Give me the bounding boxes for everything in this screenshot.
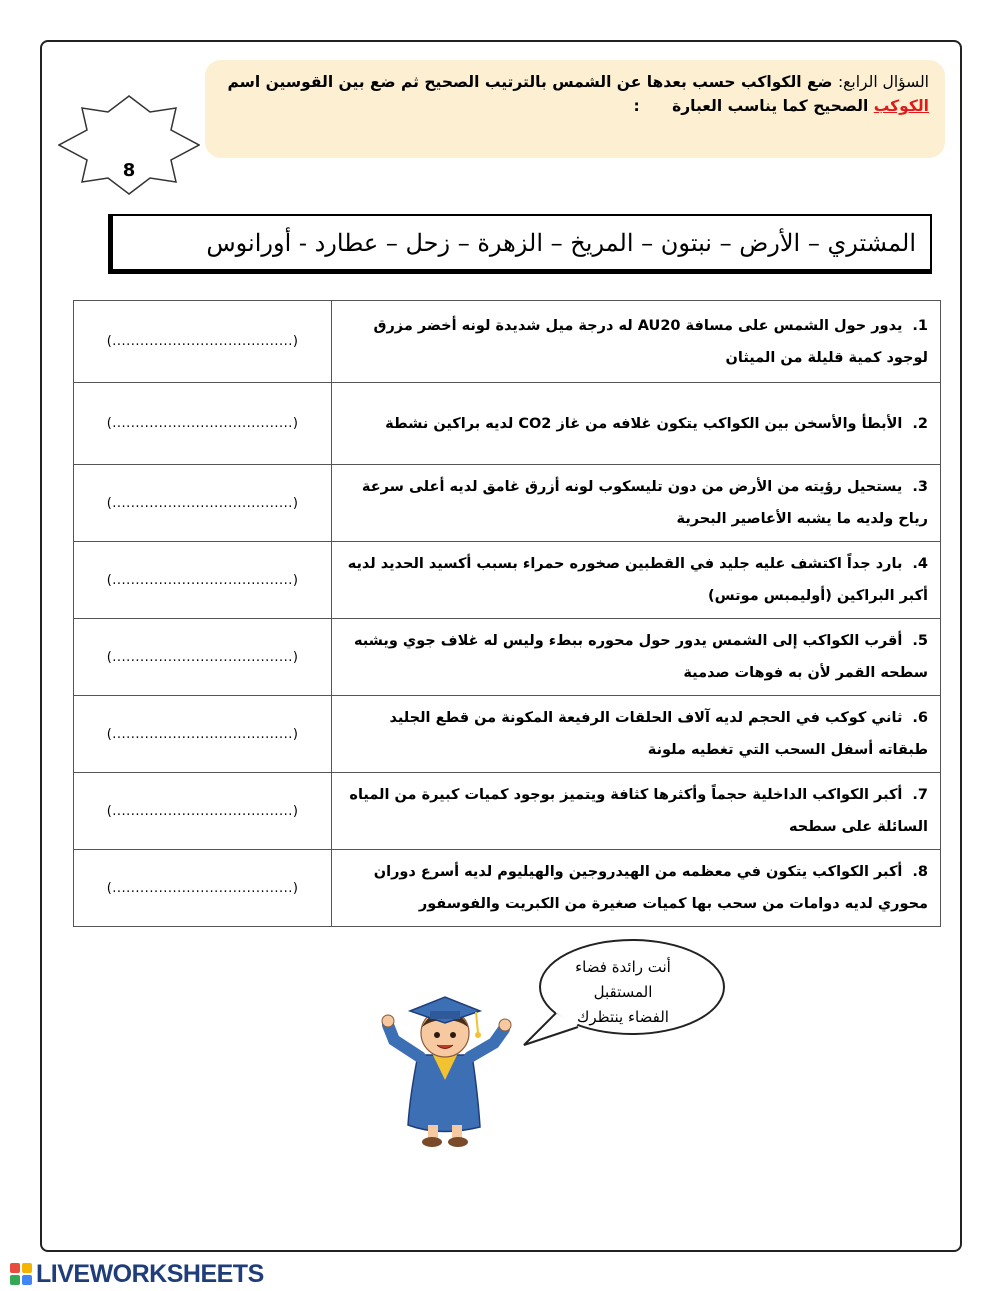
footer-brand: LIVEWORKSHEETS [36,1259,264,1288]
table-row [74,773,941,850]
answer-blank[interactable]: (.......................................) [106,726,299,742]
answer-blank[interactable]: (.......................................) [106,572,299,588]
item-number: 6. [912,710,928,726]
answer-blank[interactable]: (.......................................) [106,416,299,431]
question-highlight: الكوكب [873,97,929,115]
table-row [74,301,941,383]
statement-cell [332,301,941,383]
table-row [74,465,941,542]
question-line-1 [219,70,929,94]
logo-icon [10,1263,32,1285]
answer-blank[interactable]: (.......................................) [106,334,299,349]
answer-cell[interactable] [74,301,332,383]
answer-cell[interactable] [74,619,332,696]
question-box [205,60,945,158]
item-text: بارد جداً اكتشف عليه جليد في القطبين صخوره حمراء بسبب أكسيد الحديد لديه أكبر البراكين (أوليمبس موتس) [347,556,928,604]
statement-cell [332,619,941,696]
item-number: 2. [912,415,928,432]
question-line-2-rest: الصحيح كما يناسب العبارة : [633,97,869,115]
item-text: يدور حول الشمس على مسافة AU20 له درجة ميل شديدة لونه أخضر مزرق لوجود كمية قليلة من الميثان [373,317,928,366]
question-text [219,70,929,118]
speech-line-2: المستقبل [593,983,653,1001]
item-number: 1. [912,317,928,334]
table-row [74,619,941,696]
answer-cell[interactable] [74,383,332,465]
word-bank [108,214,932,274]
statement-cell [332,542,941,619]
statement-cell [332,773,941,850]
item-text: أكبر الكواكب الداخلية حجماً وأكثرها كثافة ويتميز بوجود كميات كبيرة من المياه السائلة على سطحه [349,787,928,835]
answer-blank[interactable]: (.......................................) [106,880,299,896]
answer-cell[interactable] [74,542,332,619]
word-bank-text: المشتري – الأرض – نبتون – المريخ – الزهرة – زحل – عطارد - أورانوس [206,228,916,257]
question-line-2 [219,94,929,118]
table-row [74,542,941,619]
answer-blank[interactable]: (.......................................) [106,649,299,665]
graduate-illustration [380,985,515,1150]
speech-line-3: الفضاء ينتظرك [577,1008,669,1026]
statement-cell [332,850,941,927]
statement-cell [332,696,941,773]
item-number: 5. [912,633,928,649]
answer-cell[interactable] [74,696,332,773]
answer-blank[interactable]: (.......................................) [106,803,299,819]
item-text: يستحيل رؤيته من الأرض من دون تليسكوب لونه أزرق غامق لديه أعلى سرعة رياح ولديه ما يشبه الأعاصير البحرية [361,479,928,527]
answer-cell[interactable] [74,465,332,542]
question-line-1-rest: ضع الكواكب حسب بعدها عن الشمس بالترتيب الصحيح ثم ضع بين القوسين اسم [227,73,833,91]
statement-cell [332,383,941,465]
item-text: ثاني كوكب في الحجم لديه آلاف الحلقات الرفيعة المكونة من قطع الجليد طبقاته أسفل السحب التي تغطيه ملونة [389,710,928,758]
speech-line-1: أنت رائدة فضاء [575,958,671,976]
speech-text [548,955,698,1030]
table-row [74,696,941,773]
item-number: 7. [912,787,928,803]
table-row [74,383,941,465]
item-text: أكبر الكواكب يتكون في معظمه من الهيدروجين والهيليوم لديه أسرع دوران محوري لديه دوامات من سحب بها كميات صغيرة من الكبريت والفوسفور [373,864,928,912]
footer-logo [10,1260,264,1288]
item-number: 4. [912,556,928,572]
answer-cell[interactable] [74,773,332,850]
statement-cell [332,465,941,542]
star-badge-number: 8 [122,160,136,181]
answer-cell[interactable] [74,850,332,927]
answer-blank[interactable]: (.......................................) [106,495,299,511]
item-number: 8. [912,864,928,880]
item-number: 3. [912,479,928,495]
table-row [74,850,941,927]
item-text: أقرب الكواكب إلى الشمس يدور حول محوره ببطء وليس له غلاف جوي ويشبه سطحه القمر لأن به فوهات صدمية [353,633,928,681]
item-text: الأبطأ والأسخن بين الكواكب يتكون غلافه من غاز CO2 لديه براكين نشطة [385,415,903,432]
questions-table [73,300,941,927]
question-lead: السؤال الرابع: [837,73,929,91]
